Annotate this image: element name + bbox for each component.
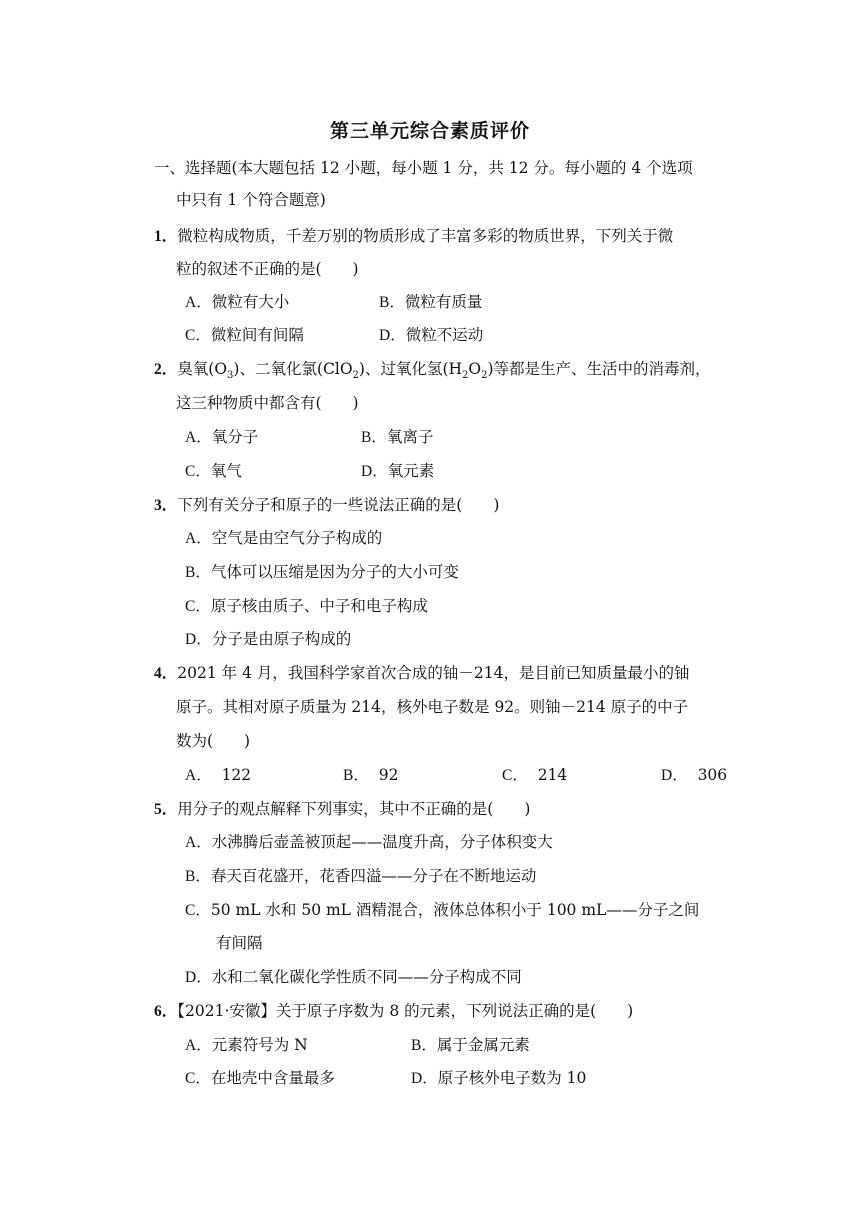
section-heading-line-1: 一、选择题(本大题包括 12 小题，每小题 1 分，共 12 分。每小题的 4 个选项 — [154, 159, 693, 177]
option-d[interactable]: D． 306 — [661, 766, 728, 784]
option-b[interactable]: B．微粒有质量 — [379, 293, 483, 311]
option-a[interactable]: A．水沸腾后壶盖被顶起——温度升高，分子体积变大 — [185, 833, 553, 851]
question-line: 4．2021 年 4 月，我国科学家首次合成的铀－214，是目前已知质量最小的铀 — [154, 664, 690, 682]
option-a[interactable]: A． 122 — [185, 766, 252, 784]
section-heading-line-2: 中只有 1 个符合题意) — [176, 191, 326, 209]
question-number: 3 — [154, 497, 162, 514]
option-c[interactable]: C．50 mL 水和 50 mL 酒精混合，液体总体积小于 100 mL——分子之间 — [185, 901, 700, 919]
question-line: 5．用分子的观点解释下列事实，其中不正确的是( ) — [154, 800, 531, 818]
question-number: 1 — [154, 228, 162, 245]
option-c[interactable]: C． 214 — [502, 766, 568, 784]
question-text: 数为( ) — [176, 732, 251, 750]
option-c[interactable]: C．微粒间有间隔 — [185, 326, 304, 344]
option-b[interactable]: B． 92 — [343, 766, 399, 784]
option-b[interactable]: B．属于金属元素 — [411, 1036, 530, 1054]
option-b[interactable]: B．春天百花盛开，花香四溢——分子在不断地运动 — [185, 867, 537, 885]
option-a[interactable]: A．氧分子 — [185, 428, 259, 446]
page-title: 第三单元综合素质评价 — [329, 120, 530, 142]
option-a[interactable]: A．元素符号为 N — [185, 1036, 308, 1054]
option-a[interactable]: A．空气是由空气分子构成的 — [185, 529, 383, 547]
option-c[interactable]: C．在地壳中含量最多 — [185, 1069, 335, 1087]
option-d[interactable]: D．分子是由原子构成的 — [185, 630, 352, 648]
question-line: 6．【2021·安徽】关于原子序数为 8 的元素，下列说法正确的是( ) — [154, 1002, 634, 1020]
option-c[interactable]: C．氧气 — [185, 462, 242, 480]
question-text: 微粒构成物质，千差万别的物质形成了丰富多彩的物质世界，下列关于微 — [177, 227, 674, 245]
question-number: 2 — [154, 361, 162, 378]
option-d[interactable]: D．原子核外电子数为 10 — [411, 1069, 587, 1087]
question-line: 3．下列有关分子和原子的一些说法正确的是( ) — [154, 496, 500, 514]
question-line: 1．微粒构成物质，千差万别的物质形成了丰富多彩的物质世界，下列关于微 — [154, 227, 674, 245]
question-text: 原子。其相对原子质量为 214，核外电子数是 92。则铀－214 原子的中子 — [176, 698, 689, 716]
option-c-continuation: 有间隔 — [216, 934, 263, 952]
option-b[interactable]: B．气体可以压缩是因为分子的大小可变 — [185, 563, 459, 581]
option-d[interactable]: D．氧元素 — [361, 462, 435, 480]
question-text: 粒的叙述不正确的是( ) — [176, 260, 359, 278]
question-number: 5 — [154, 801, 162, 818]
option-c[interactable]: C．原子核由质子、中子和电子构成 — [185, 597, 428, 615]
question-line: 2．臭氧$(O_3)$、二氧化氯(ClO$_2$)、过氧化氢$(H_2O_2)$等都是生产、生活中的消毒剂， — [154, 360, 711, 382]
question-text: 这三种物质中都含有( ) — [176, 394, 359, 412]
option-b[interactable]: B．氧离子 — [361, 428, 434, 446]
option-d[interactable]: D．微粒不运动 — [379, 326, 484, 344]
option-d[interactable]: D．水和二氧化碳化学性质不同——分子构成不同 — [185, 968, 522, 986]
question-number: 4 — [154, 665, 162, 682]
question-number: 6 — [154, 1003, 162, 1020]
option-a[interactable]: A．微粒有大小 — [185, 293, 290, 311]
